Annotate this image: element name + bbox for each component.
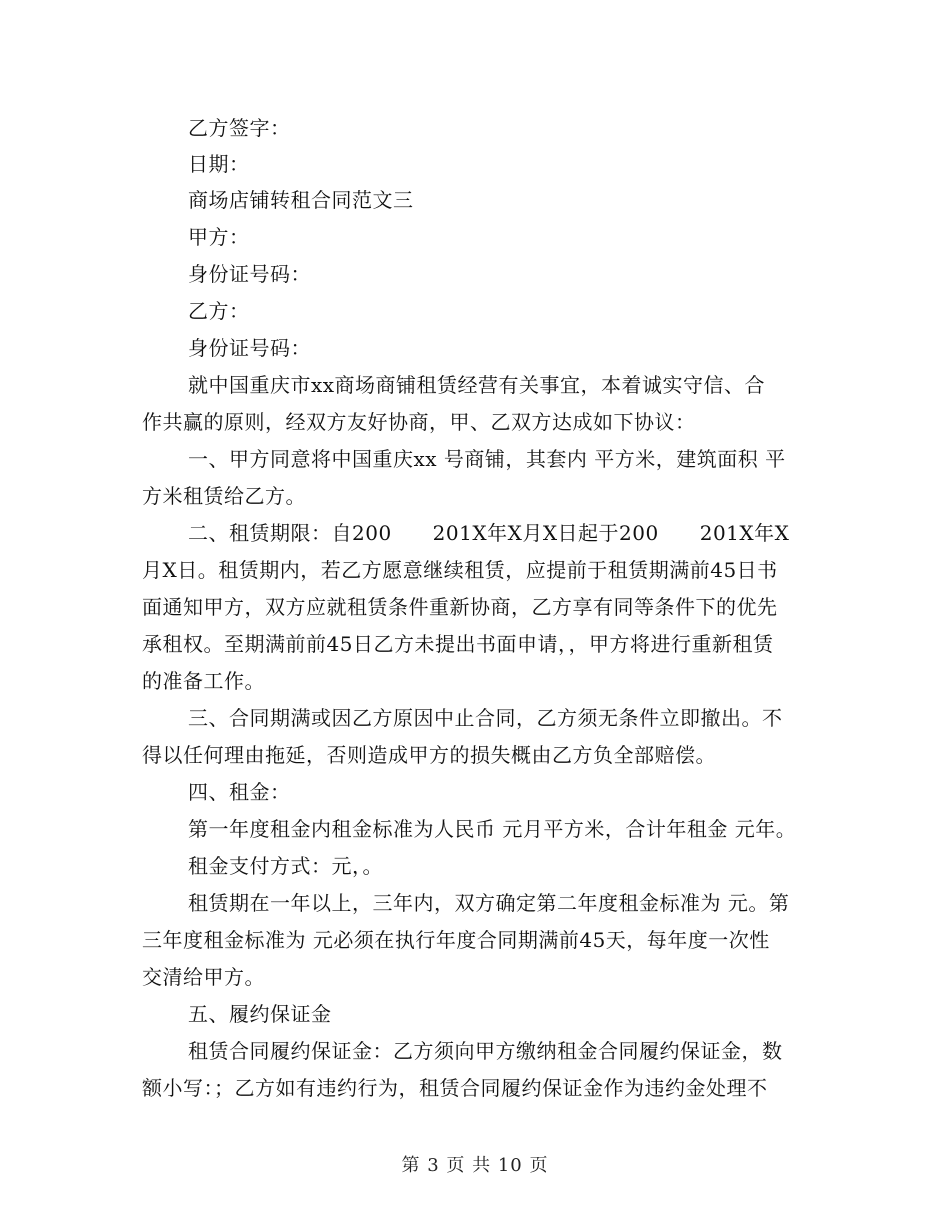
text-line: 交清给甲方。 — [142, 965, 265, 989]
text-line: 五、履约保证金 — [188, 1002, 332, 1026]
text-line: 得以任何理由拖延，否则造成甲方的损失概由乙方负全部赔偿。 — [142, 743, 716, 767]
text-line: 第一年度租金内租金标准为人民币 元月平方米，合计年租金 元年。 — [188, 817, 797, 841]
page-number: 第 3 页 共 10 页 — [401, 1155, 549, 1176]
text-line: 四、租金： — [188, 780, 291, 804]
text-line: 面通知甲方，双方应就租赁条件重新协商，乙方享有同等条件下的优先 — [142, 595, 778, 619]
text-line: 租赁合同履约保证金：乙方须向甲方缴纳租金合同履约保证金，数 — [188, 1039, 783, 1063]
text-line: 一、甲方同意将中国重庆xx 号商铺，其套内 平方米，建筑面积 平 — [188, 447, 786, 471]
text-line: 二、租赁期限：自200 201X年X月X日起于200 201X年X — [188, 521, 790, 545]
text-line: 承租权。至期满前前45日乙方未提出书面申请，，甲方将进行重新租赁 — [142, 632, 774, 656]
text-line: 身份证号码： — [188, 262, 311, 286]
text-line: 就中国重庆市xx商场商铺租赁经营有关事宜，本着诚实守信、合 — [188, 373, 766, 397]
text-line: 额小写：；乙方如有违约行为，租赁合同履约保证金作为违约金处理不 — [142, 1076, 768, 1100]
section-title: 商场店铺转租合同范文三 — [188, 188, 414, 212]
text-line: 月X日。租赁期内，若乙方愿意继续租赁，应提前于租赁期满前45日书 — [142, 558, 778, 582]
text-line: 三、合同期满或因乙方原因中止合同，乙方须无条件立即撤出。不 — [188, 706, 783, 730]
text-line: 三年度租金标准为 元必须在执行年度合同期满前45天，每年度一次性 — [142, 928, 770, 952]
text-line: 身份证号码： — [188, 336, 311, 360]
text-line: 租金支付方式：元，。 — [188, 854, 383, 878]
text-line: 的准备工作。 — [142, 669, 265, 693]
text-line: 乙方： — [188, 299, 250, 323]
text-line: 作共赢的原则，经双方友好协商，甲、乙双方达成如下协议： — [142, 410, 696, 434]
text-line: 甲方： — [188, 225, 250, 249]
text-line: 日期： — [188, 152, 250, 176]
text-line: 方米租赁给乙方。 — [142, 484, 306, 508]
text-line: 乙方签字： — [188, 116, 291, 140]
text-line: 租赁期在一年以上，三年内，双方确定第二年度租金标准为 元。第 — [188, 891, 790, 915]
